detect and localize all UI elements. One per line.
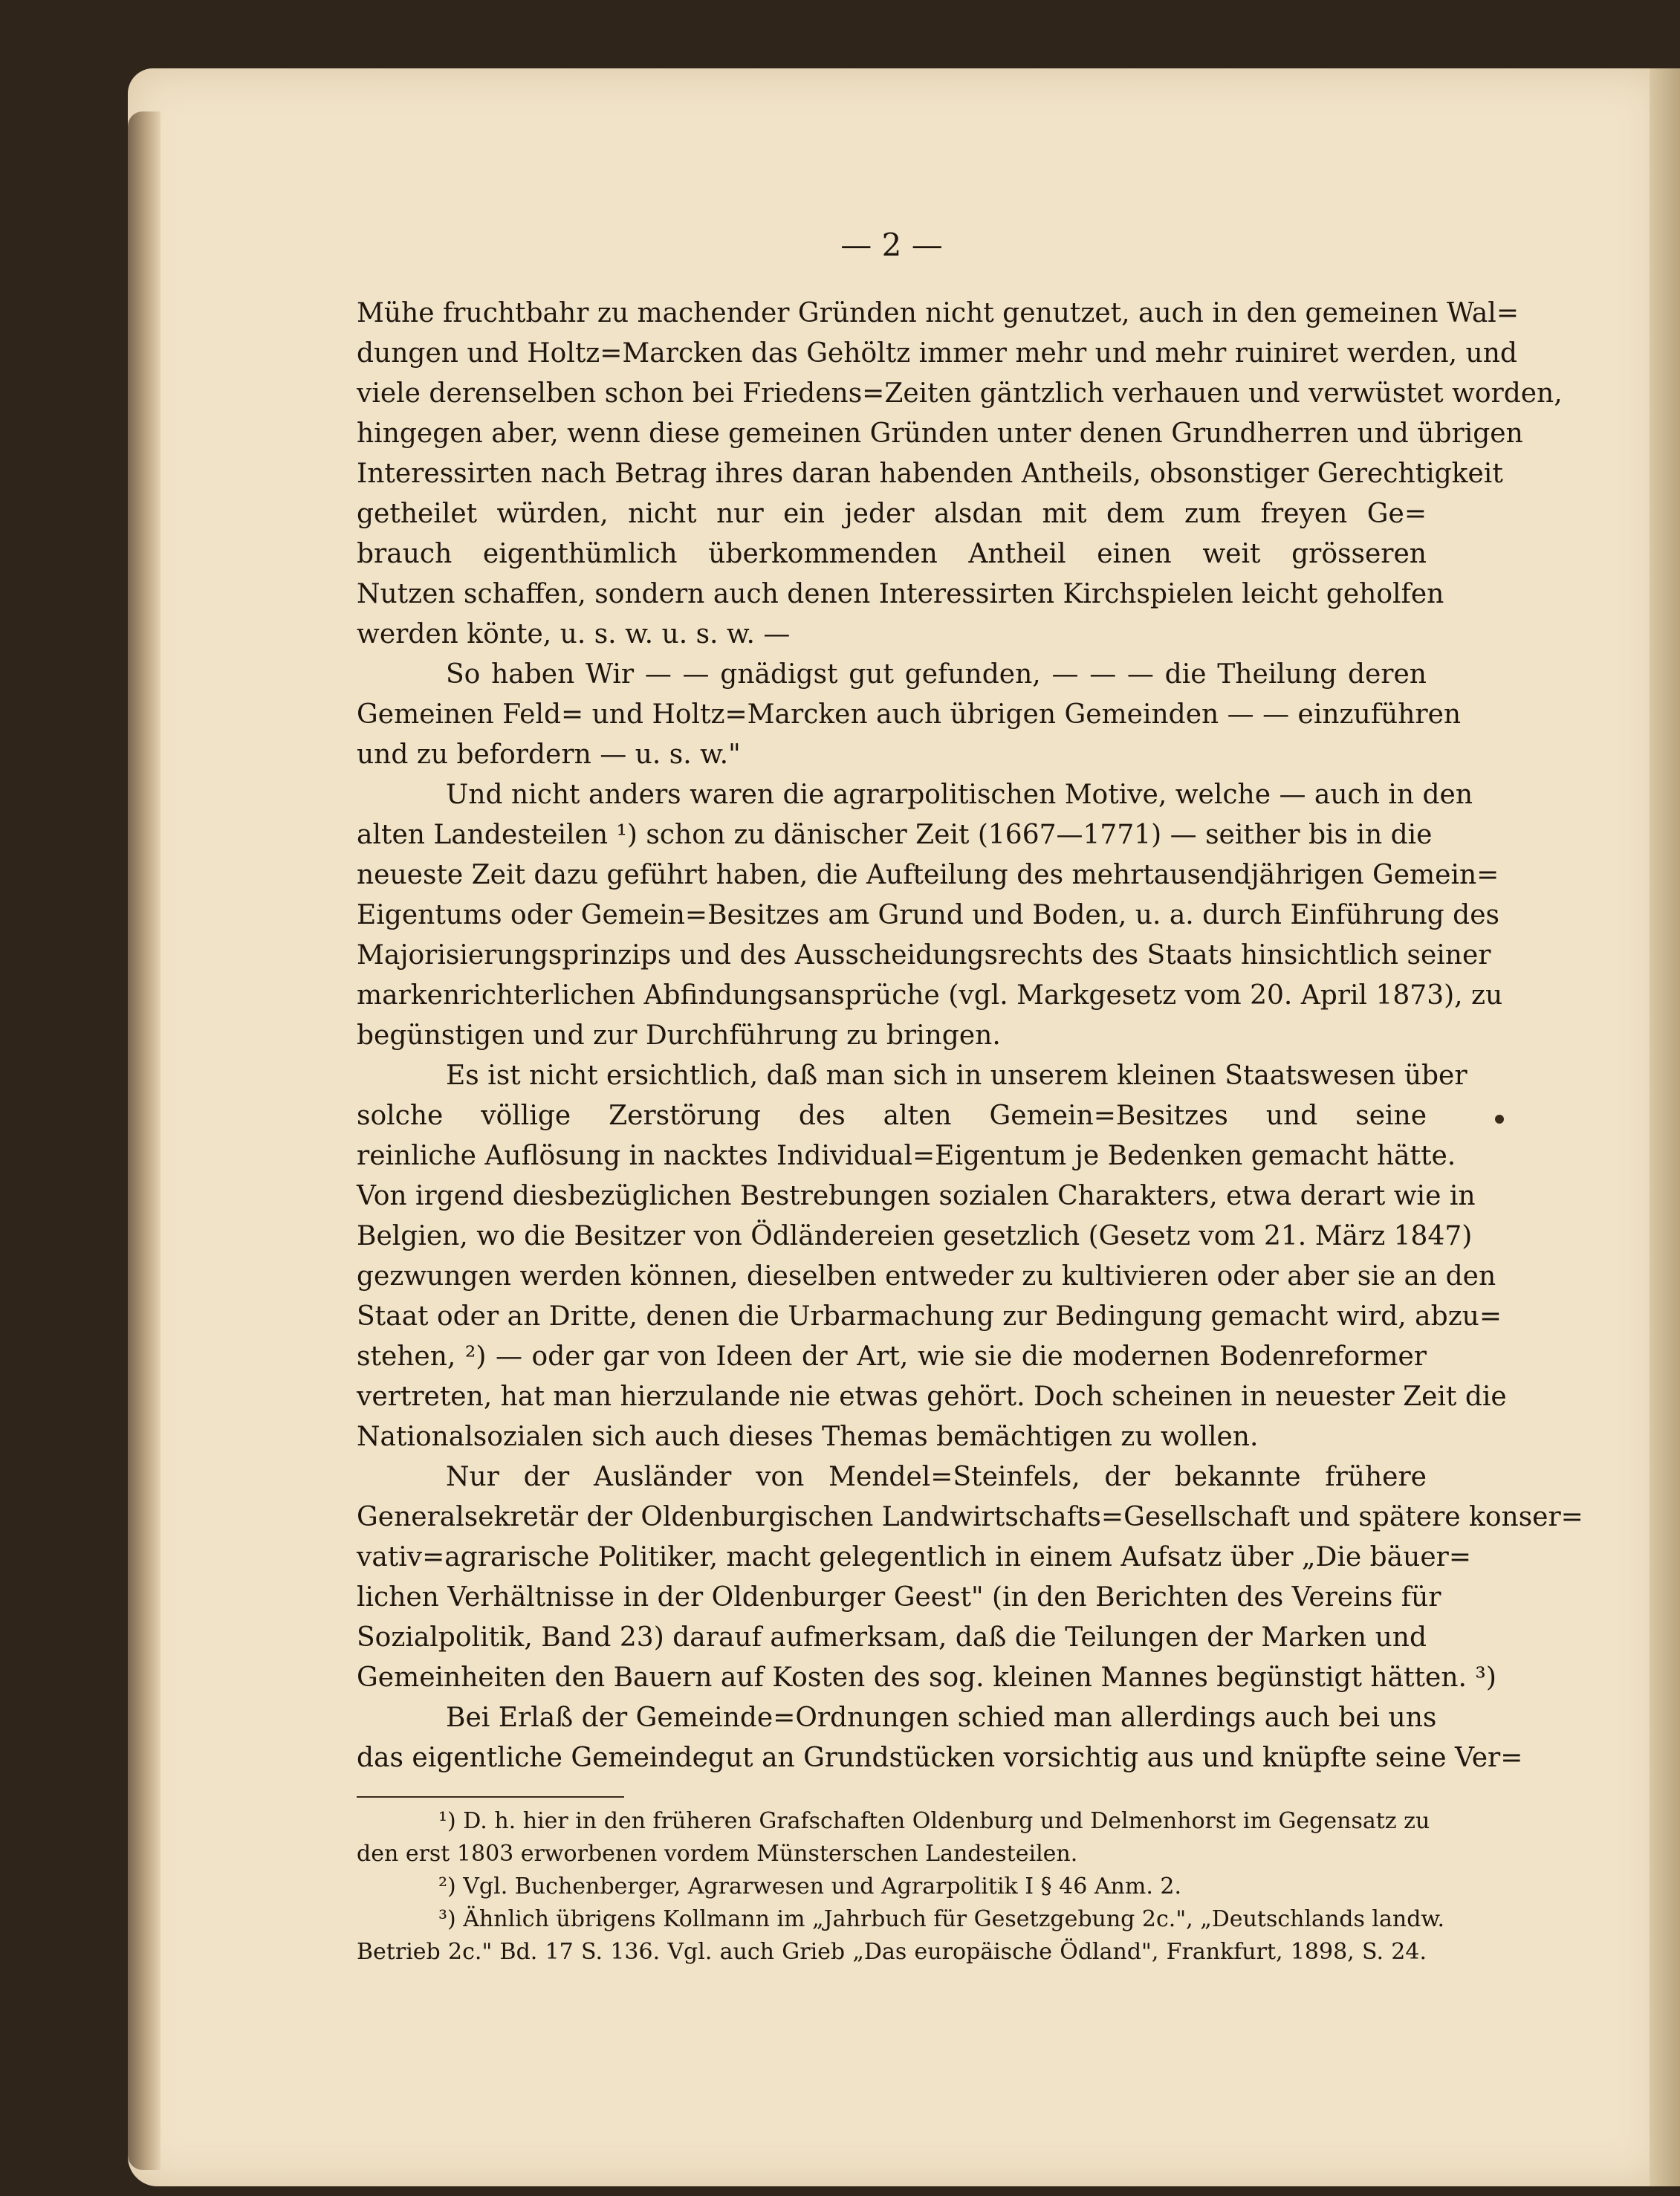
body-line: Staat oder an Dritte, denen die Urbarmachung zur Bedingung gemacht wird, abzu= xyxy=(357,1301,1502,1332)
body-line: Von irgend diesbezüglichen Bestrebungen sozialen Charakters, etwa derart wie in xyxy=(357,1181,1476,1211)
body-line: markenrichterlichen Abfindungsansprüche (vgl. Markgesetz vom 20. April 1873), zu xyxy=(357,980,1503,1011)
body-line: Generalsekretär der Oldenburgischen Landwirtschafts=Gesellschaft und spätere konser= xyxy=(357,1502,1583,1532)
body-line: gezwungen werden können, dieselben entweder zu kultivieren oder aber sie an den xyxy=(357,1261,1496,1292)
body-line: Eigentums oder Gemein=Besitzes am Grund und Boden, u. a. durch Einführung des xyxy=(357,900,1499,930)
body-line: hingegen aber, wenn diese gemeinen Gründen unter denen Grundherren und übrigen xyxy=(357,418,1523,449)
body-line: getheilet würden, nicht nur ein jeder alsdan mit dem zum freyen Ge= xyxy=(357,499,1427,529)
footnote-line: ²) Vgl. Buchenberger, Agrarwesen und Agrarpolitik I § 46 Anm. 2. xyxy=(438,1873,1182,1899)
body-line: vativ=agrarische Politiker, macht gelegentlich in einem Aufsatz über „Die bäuer= xyxy=(357,1542,1471,1572)
body-line: lichen Verhältnisse in der Oldenburger Geest" (in den Berichten des Vereins für xyxy=(357,1582,1441,1613)
body-line: So haben Wir — — gnädigst gut gefunden, — — — die Theilung deren xyxy=(446,659,1427,690)
body-line: Bei Erlaß der Gemeinde=Ordnungen schied man allerdings auch bei uns xyxy=(446,1703,1437,1733)
body-line: Gemeinen Feld= und Holtz=Marcken auch übrigen Gemeinden — — einzuführen xyxy=(357,699,1462,730)
footnote-line: Betrieb 2c." Bd. 17 S. 136. Vgl. auch Grieb „Das europäische Ödland", Frankfurt, 1898, S. 24. xyxy=(357,1939,1427,1965)
body-line: reinliche Auflösung in nacktes Individual=Eigentum je Bedenken gemacht hätte. xyxy=(357,1141,1456,1171)
body-line: werden könte, u. s. w. u. s. w. — xyxy=(357,619,791,650)
body-line: stehen, ²) — oder gar von Ideen der Art, wie sie die modernen Bodenreformer xyxy=(357,1341,1427,1372)
footnote-line: ³) Ähnlich übrigens Kollmann im „Jahrbuch für Gesetzgebung 2c.", „Deutschlands landw. xyxy=(438,1906,1445,1932)
body-line: Belgien, wo die Besitzer von Ödländereien gesetzlich (Gesetz vom 21. März 1847) xyxy=(357,1221,1473,1251)
body-line: alten Landesteilen ¹) schon zu dänischer Zeit (1667—1771) — seither bis in die xyxy=(357,820,1433,850)
footnote-line: den erst 1803 erworbenen vordem Münsterschen Landesteilen. xyxy=(357,1841,1078,1867)
body-line: Interessirten nach Betrag ihres daran habenden Antheils, obsonstiger Gerechtigkeit xyxy=(357,459,1503,489)
facing-page-edge xyxy=(1650,68,1680,2186)
ink-spot xyxy=(1495,1115,1504,1124)
body-line: Und nicht anders waren die agrarpolitischen Motive, welche — auch in den xyxy=(446,780,1473,810)
body-line: Mühe fruchtbahr zu machender Gründen nicht genutzet, auch in den gemeinen Wal= xyxy=(357,298,1519,328)
body-line: vertreten, hat man hierzulande nie etwas gehört. Doch scheinen in neuester Zeit die xyxy=(357,1382,1507,1412)
page-text xyxy=(357,223,1583,2021)
body-line: das eigentliche Gemeindegut an Grundstücken vorsichtig aus und knüpfte seine Ver= xyxy=(357,1743,1523,1773)
body-line: Es ist nicht ersichtlich, daß man sich in unserem kleinen Staatswesen über xyxy=(446,1060,1467,1091)
footnote-line: ¹) D. h. hier in den früheren Grafschaften Oldenburg und Delmenhorst im Gegensatz zu xyxy=(438,1808,1430,1834)
body-line-spacer xyxy=(357,1779,1427,1794)
body-line: Nationalsozialen sich auch dieses Themas bemächtigen zu wollen. xyxy=(357,1422,1259,1452)
body-line: Nutzen schaffen, sondern auch denen Interessirten Kirchspielen leicht geholfen xyxy=(357,579,1444,609)
body-line: Sozialpolitik, Band 23) darauf aufmerksam, daß die Teilungen der Marken und xyxy=(357,1622,1427,1653)
body-line: neueste Zeit dazu geführt haben, die Aufteilung des mehrtausendjährigen Gemein= xyxy=(357,860,1499,890)
body-line: viele derenselben schon bei Friedens=Zeiten gäntzlich verhauen und verwüstet worden, xyxy=(357,378,1563,409)
body-line: Gemeinheiten den Bauern auf Kosten des sog. kleinen Mannes begünstigt hätten. ³) xyxy=(357,1662,1496,1693)
book-spine xyxy=(128,111,160,2170)
footnote-rule xyxy=(357,1796,624,1798)
body-line: solche völlige Zerstörung des alten Gemein=Besitzes und seine xyxy=(357,1101,1427,1131)
body-line: brauch eigenthümlich überkommenden Antheil einen weit grösseren xyxy=(357,539,1427,569)
body-line: Nur der Ausländer von Mendel=Steinfels, der bekannte frühere xyxy=(446,1462,1427,1492)
body-line: begünstigen und zur Durchführung zu bringen. xyxy=(357,1020,1001,1051)
body-line: dungen und Holtz=Marcken das Gehöltz immer mehr und mehr ruiniret werden, und xyxy=(357,338,1517,369)
body-line: Majorisierungsprinzips und des Ausscheidungsrechts des Staats hinsichtlich seiner xyxy=(357,940,1491,971)
page-number: — 2 — xyxy=(840,227,943,263)
body-line: und zu befordern — u. s. w." xyxy=(357,739,741,770)
